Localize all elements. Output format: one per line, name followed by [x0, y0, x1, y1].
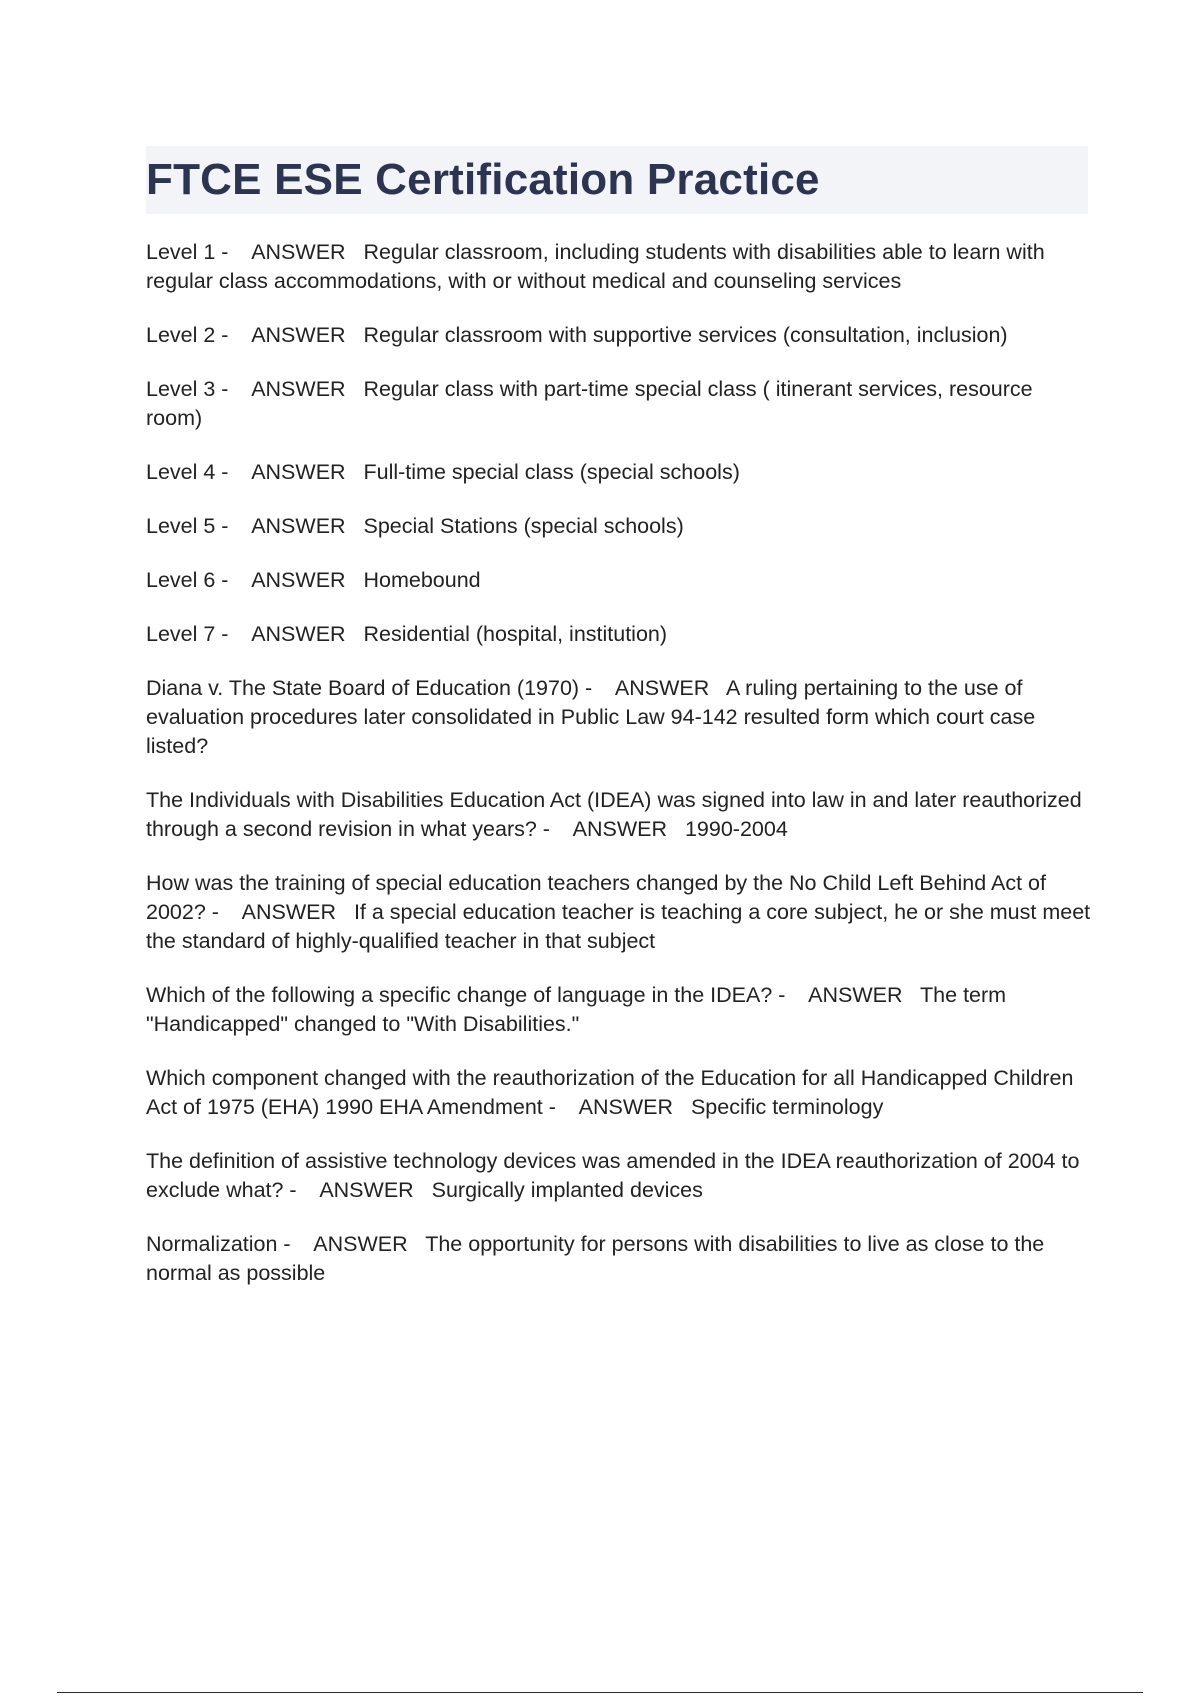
title-band — [146, 146, 1088, 214]
answer-marker: ANSWER — [251, 377, 346, 401]
answer-marker: ANSWER — [614, 676, 710, 700]
qa-list — [146, 238, 1091, 1313]
answer-text: If a special education teacher is teaching a core subject, he or she must meet the standard of highly-qualified teacher in that subject — [146, 900, 1091, 953]
question-text: Level 2 - — [146, 323, 229, 347]
qa-item — [146, 1147, 1091, 1205]
answer-text: Homebound — [363, 568, 481, 592]
answer-marker: ANSWER — [251, 460, 346, 484]
qa-item — [146, 620, 1091, 649]
question-text: Level 3 - — [146, 377, 229, 401]
question-text: Which of the following a specific change of language in the IDEA? - — [146, 983, 786, 1007]
question-text: Level 1 - — [146, 240, 229, 264]
answer-text: 1990-2004 — [684, 817, 788, 841]
answer-marker: ANSWER — [578, 1095, 674, 1119]
qa-item — [146, 1230, 1091, 1288]
answer-text: Regular classroom with supportive services (consultation, inclusion) — [363, 323, 1008, 347]
qa-item — [146, 375, 1091, 433]
question-text: The definition of assistive technology devices was amended in the IDEA reauthorization of 2004 to exclude what? - — [146, 1149, 1080, 1202]
answer-marker: ANSWER — [251, 622, 346, 646]
document-title: FTCE ESE Certification Practice — [146, 155, 820, 204]
qa-item — [146, 321, 1091, 350]
question-text: Level 5 - — [146, 514, 229, 538]
question-text: Diana v. The State Board of Education (1970) - — [146, 676, 593, 700]
question-text: Which component changed with the reauthorization of the Education for all Handicapped Children Act of 1975 (EHA) 1990 EHA Amendment - — [146, 1066, 1074, 1119]
qa-item — [146, 1064, 1091, 1122]
answer-marker: ANSWER — [251, 568, 346, 592]
answer-text: Special Stations (special schools) — [363, 514, 684, 538]
qa-item — [146, 981, 1091, 1039]
question-text: Level 6 - — [146, 568, 229, 592]
answer-text: The term "Handicapped" changed to "With Disabilities." — [146, 983, 1007, 1036]
answer-marker: ANSWER — [251, 514, 346, 538]
answer-text: Specific terminology — [690, 1095, 884, 1119]
answer-marker: ANSWER — [808, 983, 903, 1007]
answer-marker: ANSWER — [241, 900, 337, 924]
question-text: Level 4 - — [146, 460, 229, 484]
qa-item — [146, 674, 1091, 761]
qa-item — [146, 566, 1091, 595]
answer-text: Residential (hospital, institution) — [363, 622, 668, 646]
question-text: Normalization - — [146, 1232, 291, 1256]
question-text: Level 7 - — [146, 622, 229, 646]
question-text: The Individuals with Disabilities Education Act (IDEA) was signed into law in and later reauthorized through a second revision in what years? - — [146, 788, 1082, 841]
answer-text: A ruling pertaining to the use of evaluation procedures later consolidated in Public Law 94-142 resulted form which court case listed? — [146, 676, 1036, 758]
qa-item — [146, 238, 1091, 296]
qa-item — [146, 512, 1091, 541]
answer-marker: ANSWER — [251, 240, 346, 264]
answer-text: Full-time special class (special schools) — [363, 460, 740, 484]
footer-divider — [57, 1692, 1143, 1693]
answer-text: Regular class with part-time special class ( itinerant services, resource room) — [146, 377, 1033, 430]
answer-marker: ANSWER — [313, 1232, 408, 1256]
answer-marker: ANSWER — [572, 817, 668, 841]
qa-item — [146, 458, 1091, 487]
answer-text: Surgically implanted devices — [431, 1178, 703, 1202]
answer-text: The opportunity for persons with disabilities to live as close to the normal as possible — [146, 1232, 1045, 1285]
qa-item — [146, 869, 1091, 956]
answer-text: Regular classroom, including students with disabilities able to learn with regular class accommodations, with or without medical and counseling services — [146, 240, 1045, 293]
qa-item — [146, 786, 1091, 844]
answer-marker: ANSWER — [251, 323, 346, 347]
question-text: How was the training of special education teachers changed by the No Child Left Behind Act of 2002? - — [146, 871, 1046, 924]
answer-marker: ANSWER — [319, 1178, 414, 1202]
